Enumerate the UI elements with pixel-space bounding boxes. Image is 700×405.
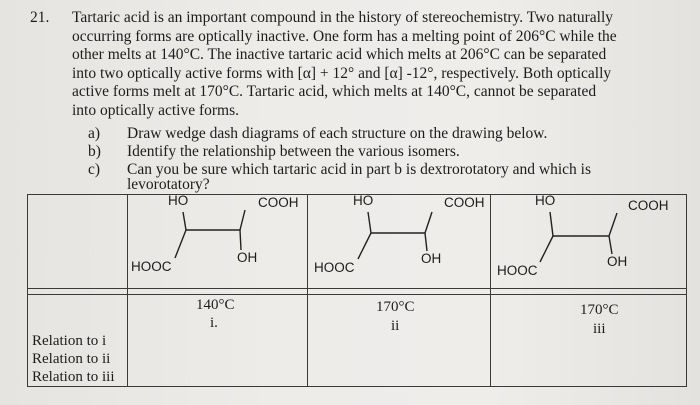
question-line: active forms melt at 170°C. Tartaric acid, which melts at 140°C, cannot be separated bbox=[72, 83, 597, 101]
structure-1-bottom-right-label: OH bbox=[237, 250, 258, 265]
structure-3-top-right-label: COOH bbox=[628, 198, 669, 213]
relation-to-iii-label: Relation to iii bbox=[32, 369, 115, 385]
structure-3-top-left-label: HO bbox=[535, 193, 556, 208]
structure-1-top-right-label: COOH bbox=[258, 195, 299, 210]
structure-1-top-left-label: HO bbox=[168, 193, 189, 208]
part-b-letter: b) bbox=[88, 143, 101, 160]
structure-3-roman-numeral: iii bbox=[593, 321, 606, 337]
part-a-letter: a) bbox=[88, 125, 101, 142]
relation-to-i-label: Relation to i bbox=[32, 333, 107, 349]
question-line: Tartaric acid is an important compound in the history of stereochemistry. Two naturally bbox=[72, 9, 614, 26]
structure-2-melting-point: 170°C bbox=[376, 299, 415, 315]
question-number: 21. bbox=[30, 9, 50, 26]
structure-2-bottom-left-label: HOOC bbox=[314, 260, 355, 275]
structure-3-melting-point: 170°C bbox=[580, 302, 619, 318]
structure-2-top-right-label: COOH bbox=[444, 195, 485, 210]
structure-1-bottom-left-label: HOOC bbox=[131, 259, 172, 274]
structure-3-bottom-left-label: HOOC bbox=[497, 263, 538, 278]
structure-3-bottom-right-label: OH bbox=[607, 254, 628, 269]
part-c-letter: c) bbox=[88, 161, 101, 178]
question-line: into optically active forms. bbox=[72, 101, 240, 119]
relation-to-ii-label: Relation to ii bbox=[32, 351, 111, 367]
question-line: occurring forms are optically inactive. One form has a melting point of 206°C while the bbox=[72, 27, 617, 45]
part-b-text: Identify the relationship between the various isomers. bbox=[127, 143, 460, 160]
part-c-continuation: levorotatory? bbox=[127, 176, 210, 193]
structure-1-roman-numeral: i. bbox=[210, 315, 218, 331]
structure-1-melting-point: 140°C bbox=[196, 297, 235, 313]
part-a-text: Draw wedge dash diagrams of each structure on the drawing below. bbox=[127, 125, 548, 142]
structure-2-roman-numeral: ii bbox=[391, 318, 400, 334]
structure-2-top-left-label: HO bbox=[353, 193, 374, 208]
question-line: other melts at 140°C. The inactive tartaric acid which melts at 206°C can be separated bbox=[72, 46, 607, 64]
structure-2-bottom-right-label: OH bbox=[421, 251, 442, 266]
question-line: into two optically active forms with [α] + 12° and [α] -12°, respectively. Both optically bbox=[72, 64, 612, 82]
part-c-text: Can you be sure which tartaric acid in part b is dextrorotatory and which is bbox=[127, 161, 592, 178]
